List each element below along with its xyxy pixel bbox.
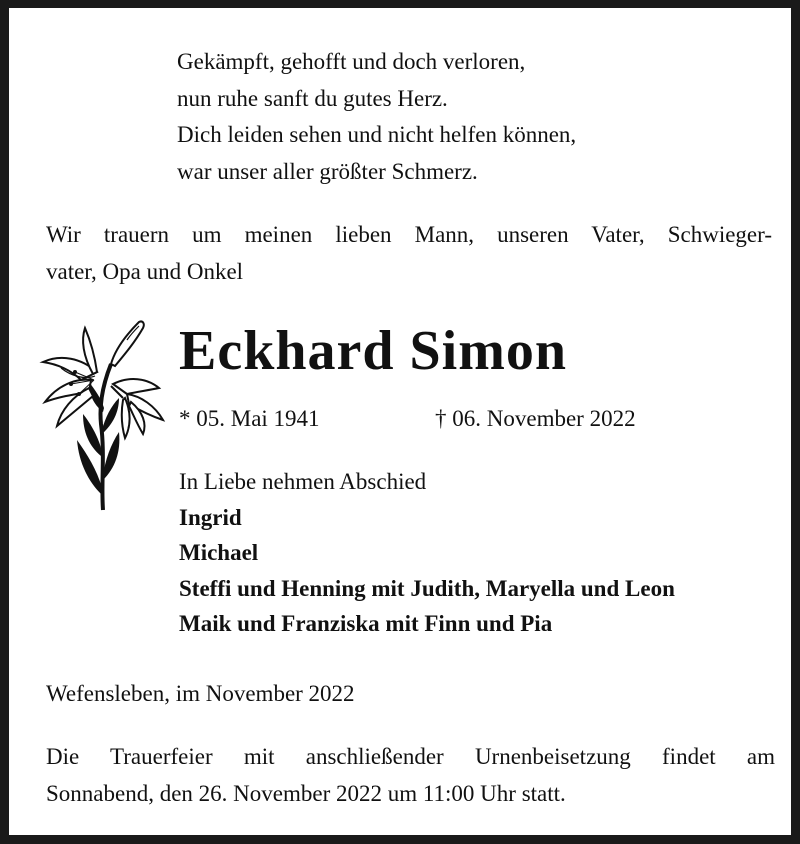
poem-line: Gekämpft, gehofft und doch verloren, [177, 49, 526, 74]
mourners-list [179, 464, 675, 642]
funeral-line: Die Trauerfeier mit anschließender Urnenbeisetzung findet am [46, 744, 775, 769]
mourner-name: Maik und Franziska mit Finn und Pia [179, 611, 553, 636]
poem-line: nun ruhe sanft du gutes Herz. [177, 85, 448, 111]
poem-line: war unser aller größter Schmerz. [177, 158, 478, 184]
funeral-line: Sonnabend, den 26. November 2022 um 11:00 Uhr statt. [46, 781, 566, 806]
place-date: Wefensleben, im November 2022 [46, 681, 355, 706]
mourner-name: Ingrid [179, 504, 242, 530]
lily-flower-icon [31, 314, 171, 514]
memorial-poem [177, 44, 576, 190]
mourner-name: Michael [179, 540, 259, 565]
intro-line: Wir trauern um meinen lieben Mann, unseren Vater, Schwieger- [46, 222, 772, 247]
birth-date: * 05. Mai 1941 [179, 406, 320, 431]
death-date: † 06. November 2022 [435, 406, 636, 431]
mourning-intro [46, 216, 772, 290]
funeral-notice [46, 738, 775, 812]
mourner-name: Steffi und Henning mit Judith, Maryella und Leon [179, 575, 675, 601]
farewell-intro: In Liebe nehmen Abschied [179, 469, 427, 494]
intro-line: vater, Opa und Onkel [46, 259, 244, 284]
deceased-name: Eckhard Simon [179, 320, 567, 382]
poem-line: Dich leiden sehen und nicht helfen können, [177, 122, 577, 147]
